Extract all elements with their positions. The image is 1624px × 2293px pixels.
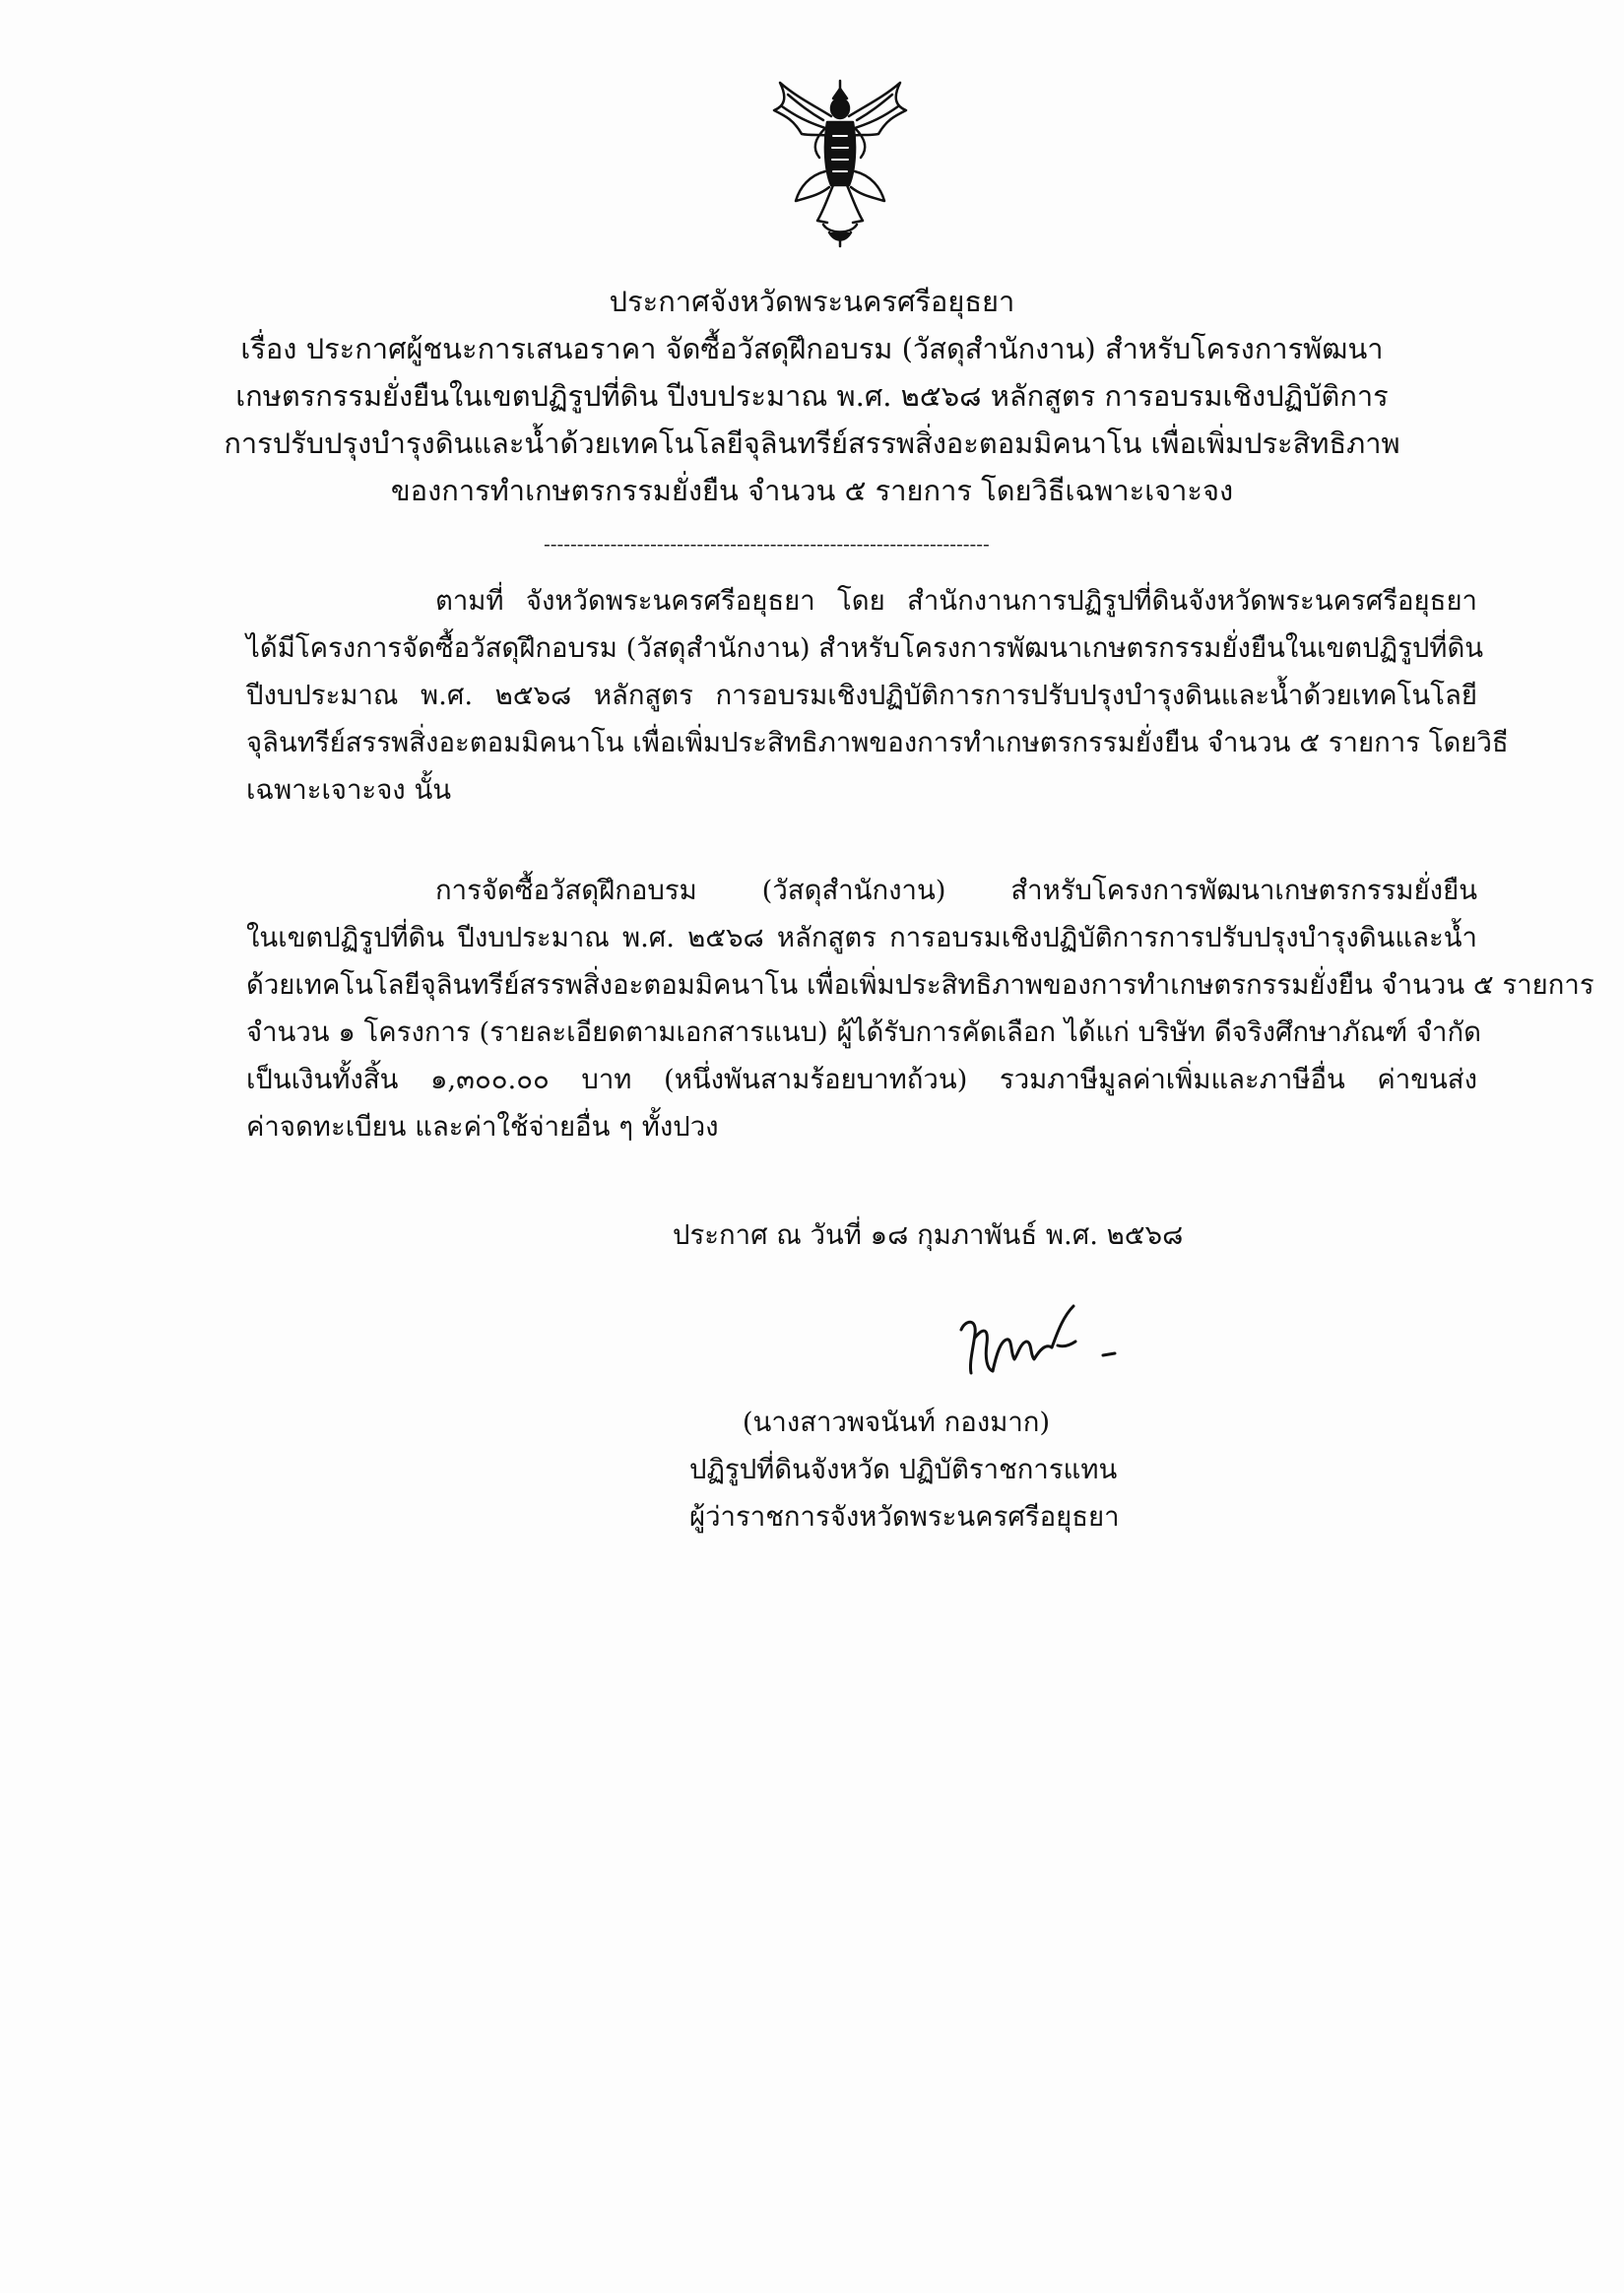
signer-block [689,1399,1120,1540]
announcement-date: ประกาศ ณ วันที่ ๑๘ กุมภาพันธ์ พ.ศ. ๒๕๖๘ [673,1219,1184,1251]
paragraph-line: ด้วยเทคโนโลยีจุลินทรีย์สรรพสิ่งอะตอมมิคนาโน เพื่อเพิ่มประสิทธิภาพของการทำเกษตรกรรมยั่งยืน จำนวน ๕ รายการ [246,969,1594,1001]
handwritten-signature [955,1298,1133,1387]
signer-name: (นางสาวพจนันท์ กองมาก) [742,1407,1051,1438]
paragraph-award [246,867,1594,1150]
paragraph-line: ปีงบประมาณ พ.ศ. ๒๕๖๘ หลักสูตร การอบรมเชิงปฏิบัติการการปรับปรุงบำรุงดินและน้ำด้วยเทคโนโลยี [246,680,1477,711]
announcement-header [197,278,1427,514]
subject-line-4: ของการทำเกษตรกรรมยั่งยืน จำนวน ๕ รายการ โดยวิธีเฉพาะเจาะจง [390,474,1234,507]
subject-line-3: การปรับปรุงบำรุงดินและน้ำด้วยเทคโนโลยีจุลินทรีย์สรรพสิ่งอะตอมมิคนาโน เพื่อเพิ่มประสิทธิภาพ [224,426,1400,460]
subject-line-2: เกษตรกรรมยั่งยืนในเขตปฏิรูปที่ดิน ปีงบประมาณ พ.ศ. ๒๕๖๘ หลักสูตร การอบรมเชิงปฏิบัติการ [235,379,1389,413]
paragraph-line: ค่าจดทะเบียน และค่าใช้จ่ายอื่น ๆ ทั้งปวง [246,1111,719,1143]
signer-position: ผู้ว่าราชการจังหวัดพระนครศรีอยุธยา [689,1501,1120,1533]
paragraph-line: การจัดซื้อวัสดุฝึกอบรม (วัสดุสำนักงาน) สำหรับโครงการพัฒนาเกษตรกรรมยั่งยืน [435,875,1477,906]
paragraph-line: ในเขตปฏิรูปที่ดิน ปีงบประมาณ พ.ศ. ๒๕๖๘ หลักสูตร การอบรมเชิงปฏิบัติการการปรับปรุงบำรุงดินและน้ำ [246,922,1477,953]
paragraph-line: เป็นเงินทั้งสิ้น ๑,๓๐๐.๐๐ บาท (หนึ่งพันสามร้อยบาทถ้วน) รวมภาษีมูลค่าเพิ่มและภาษีอื่น ค่าขนส่ง [246,1064,1477,1095]
divider-line: ------------------------------------------------------------------- [544,532,990,556]
paragraph-line: จำนวน ๑ โครงการ (รายละเอียดตามเอกสารแนบ) ผู้ได้รับการคัดเลือก ได้แก่ บริษัท ดีจริงศึกษาภัณฑ์ จำกัด [246,1016,1481,1048]
subject-line-1: เรื่อง ประกาศผู้ชนะการเสนอราคา จัดซื้อวัสดุฝึกอบรม (วัสดุสำนักงาน) สำหรับโครงการพัฒนา [240,332,1384,365]
paragraph-line: ได้มีโครงการจัดซื้อวัสดุฝึกอบรม (วัสดุสำนักงาน) สำหรับโครงการพัฒนาเกษตรกรรมยั่งยืนในเขตปฏิรูปที่ดิน [246,632,1484,664]
paragraph-background [246,577,1509,814]
announcement-title: ประกาศจังหวัดพระนครศรีอยุธยา [609,285,1015,318]
paragraph-line: ตามที่ จังหวัดพระนครศรีอยุธยา โดย สำนักงานการปฏิรูปที่ดินจังหวัดพระนครศรีอยุธยา [435,585,1477,617]
signer-position: ปฏิรูปที่ดินจังหวัด ปฏิบัติราชการแทน [689,1454,1118,1485]
garuda-emblem-icon [766,77,914,249]
paragraph-line: เฉพาะเจาะจง นั้น [246,774,452,806]
paragraph-line: จุลินทรีย์สรรพสิ่งอะตอมมิคนาโน เพื่อเพิ่มประสิทธิภาพของการทำเกษตรกรรมยั่งยืน จำนวน ๕ รายการ โดยวิธี [246,727,1509,758]
